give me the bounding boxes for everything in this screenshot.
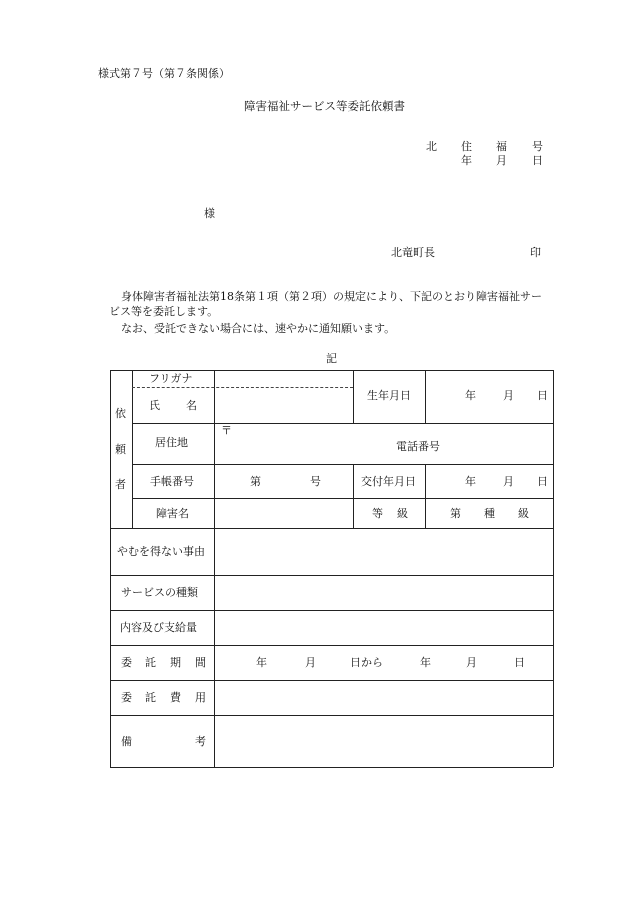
body-line-2: ビス等を委託します。	[109, 305, 219, 318]
period-end-day: 日	[514, 656, 525, 669]
table-border-left	[110, 370, 111, 767]
row-line	[132, 464, 553, 465]
remarks-label-char: 考	[195, 735, 206, 748]
side-column-divider	[132, 370, 133, 528]
period-start-day: 日から	[350, 656, 383, 669]
issue-day: 日	[537, 475, 548, 488]
cost-label-char: 委	[121, 691, 132, 704]
row-line	[132, 498, 553, 499]
period-end-month: 月	[466, 656, 477, 669]
row-line	[110, 680, 553, 681]
label-column-divider	[214, 370, 215, 767]
name-label-char: 氏	[149, 399, 160, 412]
service-type-label: サービスの種類	[121, 586, 198, 599]
handbook-label: 手帳番号	[150, 475, 194, 488]
issue-month: 月	[503, 475, 514, 488]
table-border-top	[110, 370, 553, 371]
seal-mark: 印	[530, 246, 541, 259]
date-day: 日	[532, 154, 543, 167]
side-label-char: 頼	[115, 443, 126, 456]
period-label-char: 託	[145, 656, 156, 669]
birth-month: 月	[503, 389, 514, 402]
form-number: 様式第７号（第７条関係）	[98, 67, 230, 80]
period-label-char: 期	[170, 656, 181, 669]
ref-char: 住	[461, 140, 472, 153]
issuer-name: 北竜町長	[391, 246, 435, 259]
row-line	[110, 528, 553, 529]
addressee-suffix: 様	[204, 207, 215, 220]
body-line-1: 身体障害者福祉法第18条第１項（第２項）の規定により、下記のとおり障害福祉サー	[121, 290, 542, 303]
birthdate-label: 生年月日	[367, 389, 411, 402]
grade-value-char: 種	[484, 507, 495, 520]
row-line	[110, 715, 553, 716]
document-title: 障害福祉サービス等委託依頼書	[244, 99, 405, 113]
cost-label-char: 用	[195, 691, 206, 704]
issue-divider-left	[353, 464, 354, 528]
birth-day: 日	[537, 389, 548, 402]
ref-char: 北	[426, 140, 437, 153]
postal-mark: 〒	[221, 424, 232, 437]
side-label-char: 依	[115, 407, 126, 420]
reason-label: やむを得ない事由	[117, 545, 205, 558]
table-border-bottom	[110, 767, 553, 768]
ki-label: 記	[326, 352, 337, 365]
disability-label: 障害名	[156, 507, 189, 520]
handbook-suffix: 号	[310, 475, 321, 488]
furigana-label: フリガナ	[149, 372, 193, 385]
date-year: 年	[461, 154, 472, 167]
date-month: 月	[496, 154, 507, 167]
body-line-3: なお、受託できない場合には、速やかに通知願います。	[121, 322, 396, 335]
address-label: 居住地	[155, 436, 188, 449]
birthdate-divider-left	[353, 370, 354, 423]
row-line	[110, 610, 553, 611]
phone-label: 電話番号	[396, 440, 440, 453]
ref-char: 号	[532, 140, 543, 153]
period-label-char: 間	[195, 656, 206, 669]
grade-label-char: 等	[372, 507, 383, 520]
issue-divider-right	[425, 464, 426, 528]
row-line	[110, 575, 553, 576]
period-label-char: 委	[121, 656, 132, 669]
side-label-char: 者	[115, 478, 126, 491]
name-label-char: 名	[186, 399, 197, 412]
grade-value-char: 級	[518, 507, 529, 520]
cost-label-char: 費	[170, 691, 181, 704]
period-start-month: 月	[305, 656, 316, 669]
remarks-label-char: 備	[121, 735, 132, 748]
ref-char: 福	[496, 140, 507, 153]
furigana-dashed-line	[132, 387, 353, 388]
cost-label-char: 託	[145, 691, 156, 704]
period-start-year: 年	[256, 656, 267, 669]
grade-value-char: 第	[450, 507, 461, 520]
grade-label-char: 級	[397, 507, 408, 520]
period-end-year: 年	[420, 656, 431, 669]
handbook-prefix: 第	[250, 475, 261, 488]
issue-year: 年	[465, 475, 476, 488]
birthdate-divider-right	[425, 370, 426, 423]
row-line	[132, 423, 553, 424]
birth-year: 年	[465, 389, 476, 402]
table-border-right	[553, 370, 554, 767]
issue-date-label: 交付年月日	[361, 475, 416, 488]
row-line	[110, 645, 553, 646]
content-label: 内容及び支給量	[120, 621, 197, 634]
